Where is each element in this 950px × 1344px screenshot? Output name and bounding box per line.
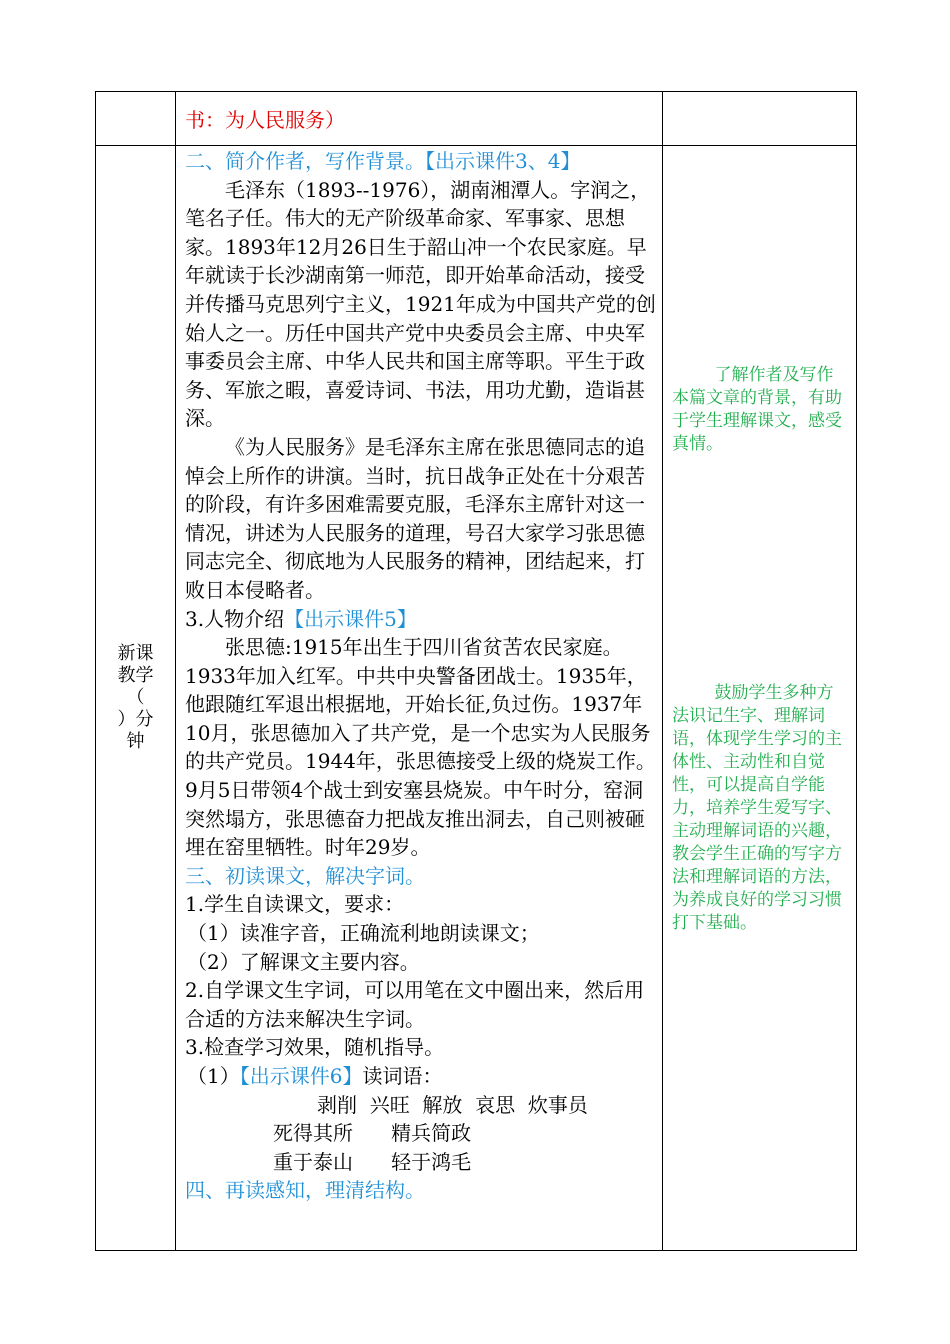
design-note: 鼓励学生多种方法识记生字、理解词语，体现学生学习的主体性、主动性和自觉性，可以提高自学能力，培养学生爱写字、主动理解词语的兴趣，教会学生正确的写字方法和理解词语的方法，为养成良好的学习习惯打下基础。 <box>672 683 842 933</box>
list-item: （1）【出示课件6】读词语： <box>187 1064 443 1088</box>
note-cell-empty <box>663 92 857 146</box>
content-cell <box>176 146 663 1251</box>
note-cell <box>663 146 857 1251</box>
heading-author-background: 二、简介作者，写作背景。【出示课件3、4】 <box>185 149 581 173</box>
vocabulary-line: 死得其所 精兵简政 <box>273 1121 472 1146</box>
design-note: 了解作者及写作本篇文章的背景，有助于学生理解课文，感受真情。 <box>672 365 842 454</box>
list-item: （2）了解课文主要内容。 <box>187 949 420 974</box>
vocabulary-line: 重于泰山 轻于鸿毛 <box>273 1149 472 1174</box>
content-cell <box>176 92 663 146</box>
background-paragraph: 《为人民服务》是毛泽东主席在张思德同志的追悼会上所作的讲演。当时，抗日战争正处在十分艰苦的阶段，有许多困难需要克服，毛泽东主席针对这一情况，讲述为人民服务的道理，号召大家学习张思德同志完全、彻底地为人民服务的精神，团结起来，打败日本侵略者。 <box>185 434 645 602</box>
heading-reread: 四、再读感知，理清结构。 <box>185 1178 425 1203</box>
continued-title: 书：为人民服务） <box>185 108 345 132</box>
list-item: 2.自学课文生字词，可以用笔在文中圈出来，然后用合适的方法来解决生字词。 <box>185 978 645 1031</box>
list-item: 1.学生自读课文，要求： <box>185 892 405 917</box>
person-heading: 3.人物介绍【出示课件5】 <box>185 606 417 631</box>
table-row <box>96 146 857 1251</box>
author-paragraph: 毛泽东（1893--1976），湖南湘潭人。字润之，笔名子任。伟大的无产阶级革命家、军事家、思想家。1893年12月26日生于韶山冲一个农民家庭。早年就读于长沙湖南第一师范，即开始革命活动，接受并传播马克思列宁主义，1921年成为中国共产党的创始人之一。历任中国共产党中央委员会主席、中央军事委员会主席、中华人民共和国主席等职。平生于政务、军旅之暇，喜爱诗词、书法，用功尤勤，造诣甚深。 <box>185 177 656 431</box>
section-label-cell <box>96 146 176 1251</box>
vocabulary-line: 剥削 兴旺 解放 哀思 炊事员 <box>317 1092 588 1117</box>
section-label: 新课 教学 （ ）分钟 <box>117 643 154 752</box>
label-cell-empty <box>96 92 176 146</box>
table-row <box>96 92 857 146</box>
person-paragraph: 张思德:1915年出生于四川省贫苦农民家庭。1933年加入红军。中共中央警备团战士。1935年，他跟随红军退出根据地，开始长征,负过伤。1937年10月，张思德加入了共产党，是一个忠实为人民服务的共产党员。1944年，张思德接受上级的烧炭工作。9月5日带领4个战士到安塞县烧炭。中午时分，窑洞突然塌方，张思德奋力把战友推出洞去，自己则被砸埋在窑里牺牲。时年29岁。 <box>185 635 656 860</box>
heading-first-reading: 三、初读课文，解决字词。 <box>185 863 425 888</box>
list-item: （1）读准字音，正确流利地朗读课文； <box>187 921 540 946</box>
list-item: 3.检查学习效果，随机指导。 <box>185 1035 445 1060</box>
lesson-plan-table <box>95 91 857 1251</box>
